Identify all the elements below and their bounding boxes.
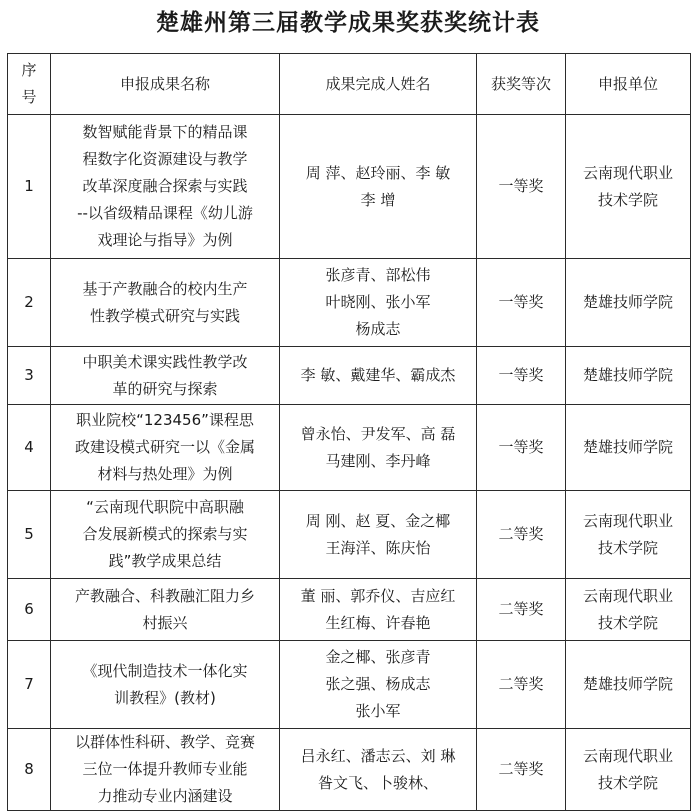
achievement-name-cell: 以群体性科研、教学、竞赛 三位一体提升教师专业能 力推动专业内涵建设 bbox=[51, 729, 280, 811]
applying-unit-cell: 楚雄技师学院 bbox=[566, 347, 691, 405]
applying-unit-cell: 云南现代职业 技术学院 bbox=[566, 579, 691, 641]
serial-number-cell: 6 bbox=[8, 579, 51, 641]
applying-unit-cell: 云南现代职业 技术学院 bbox=[566, 491, 691, 579]
serial-number-cell: 7 bbox=[8, 641, 51, 729]
award-statistics-table bbox=[7, 53, 691, 811]
award-level-cell: 一等奖 bbox=[477, 347, 566, 405]
header-award-level: 获奖等次 bbox=[477, 54, 566, 115]
table-row bbox=[8, 115, 691, 259]
achievement-name-cell: 产教融合、科教融汇阻力乡 村振兴 bbox=[51, 579, 280, 641]
achievement-name-cell: 数智赋能背景下的精品课 程数字化资源建设与教学 改革深度融合探索与实践 --以省级精品课程《幼儿游 戏理论与指导》为例 bbox=[51, 115, 280, 259]
serial-number-cell: 3 bbox=[8, 347, 51, 405]
completers-cell: 金之椰、张彦青 张之强、杨成志 张小军 bbox=[280, 641, 477, 729]
table-row bbox=[8, 641, 691, 729]
completers-cell: 张彦青、部松伟 叶晓刚、张小军 杨成志 bbox=[280, 259, 477, 347]
achievement-name-cell: 《现代制造技术一体化实 训教程》(教材) bbox=[51, 641, 280, 729]
applying-unit-cell: 楚雄技师学院 bbox=[566, 405, 691, 491]
applying-unit-cell: 云南现代职业 技术学院 bbox=[566, 729, 691, 811]
table-row bbox=[8, 729, 691, 811]
serial-number-cell: 8 bbox=[8, 729, 51, 811]
table-row bbox=[8, 579, 691, 641]
completers-cell: 周 萍、赵玲丽、李 敏 李 增 bbox=[280, 115, 477, 259]
achievement-name-cell: 职业院校“123456”课程思 政建设模式研究一以《金属 材料与热处理》为例 bbox=[51, 405, 280, 491]
applying-unit-cell: 楚雄技师学院 bbox=[566, 259, 691, 347]
header-applying-unit: 申报单位 bbox=[566, 54, 691, 115]
completers-cell: 李 敏、戴建华、霸成杰 bbox=[280, 347, 477, 405]
header-completers: 成果完成人姓名 bbox=[280, 54, 477, 115]
header-achievement-name: 申报成果名称 bbox=[51, 54, 280, 115]
award-level-cell: 二等奖 bbox=[477, 641, 566, 729]
applying-unit-cell: 楚雄技师学院 bbox=[566, 641, 691, 729]
award-level-cell: 二等奖 bbox=[477, 579, 566, 641]
award-level-cell: 一等奖 bbox=[477, 115, 566, 259]
award-level-cell: 一等奖 bbox=[477, 405, 566, 491]
completers-cell: 董 丽、郭乔仪、吉应红 生红梅、许春艳 bbox=[280, 579, 477, 641]
achievement-name-cell: 中职美术课实践性教学改 革的研究与探索 bbox=[51, 347, 280, 405]
table-row bbox=[8, 259, 691, 347]
applying-unit-cell: 云南现代职业 技术学院 bbox=[566, 115, 691, 259]
serial-number-cell: 1 bbox=[8, 115, 51, 259]
achievement-name-cell: 基于产教融合的校内生产 性教学模式研究与实践 bbox=[51, 259, 280, 347]
completers-cell: 吕永红、潘志云、刘 琳 昝文飞、卜骏林、 bbox=[280, 729, 477, 811]
serial-number-cell: 2 bbox=[8, 259, 51, 347]
award-level-cell: 二等奖 bbox=[477, 729, 566, 811]
table-row bbox=[8, 491, 691, 579]
table-row bbox=[8, 347, 691, 405]
award-level-cell: 一等奖 bbox=[477, 259, 566, 347]
table-row bbox=[8, 405, 691, 491]
award-level-cell: 二等奖 bbox=[477, 491, 566, 579]
header-row bbox=[8, 54, 691, 115]
serial-number-cell: 4 bbox=[8, 405, 51, 491]
header-serial-number: 序 号 bbox=[8, 54, 51, 115]
completers-cell: 曾永怡、尹发军、高 磊 马建刚、李丹峰 bbox=[280, 405, 477, 491]
achievement-name-cell: “云南现代职院中高职融 合发展新模式的探索与实 践”教学成果总结 bbox=[51, 491, 280, 579]
page-title: 楚雄州第三届教学成果奖获奖统计表 bbox=[156, 9, 540, 36]
serial-number-cell: 5 bbox=[8, 491, 51, 579]
completers-cell: 周 刚、赵 夏、金之椰 王海洋、陈庆怡 bbox=[280, 491, 477, 579]
